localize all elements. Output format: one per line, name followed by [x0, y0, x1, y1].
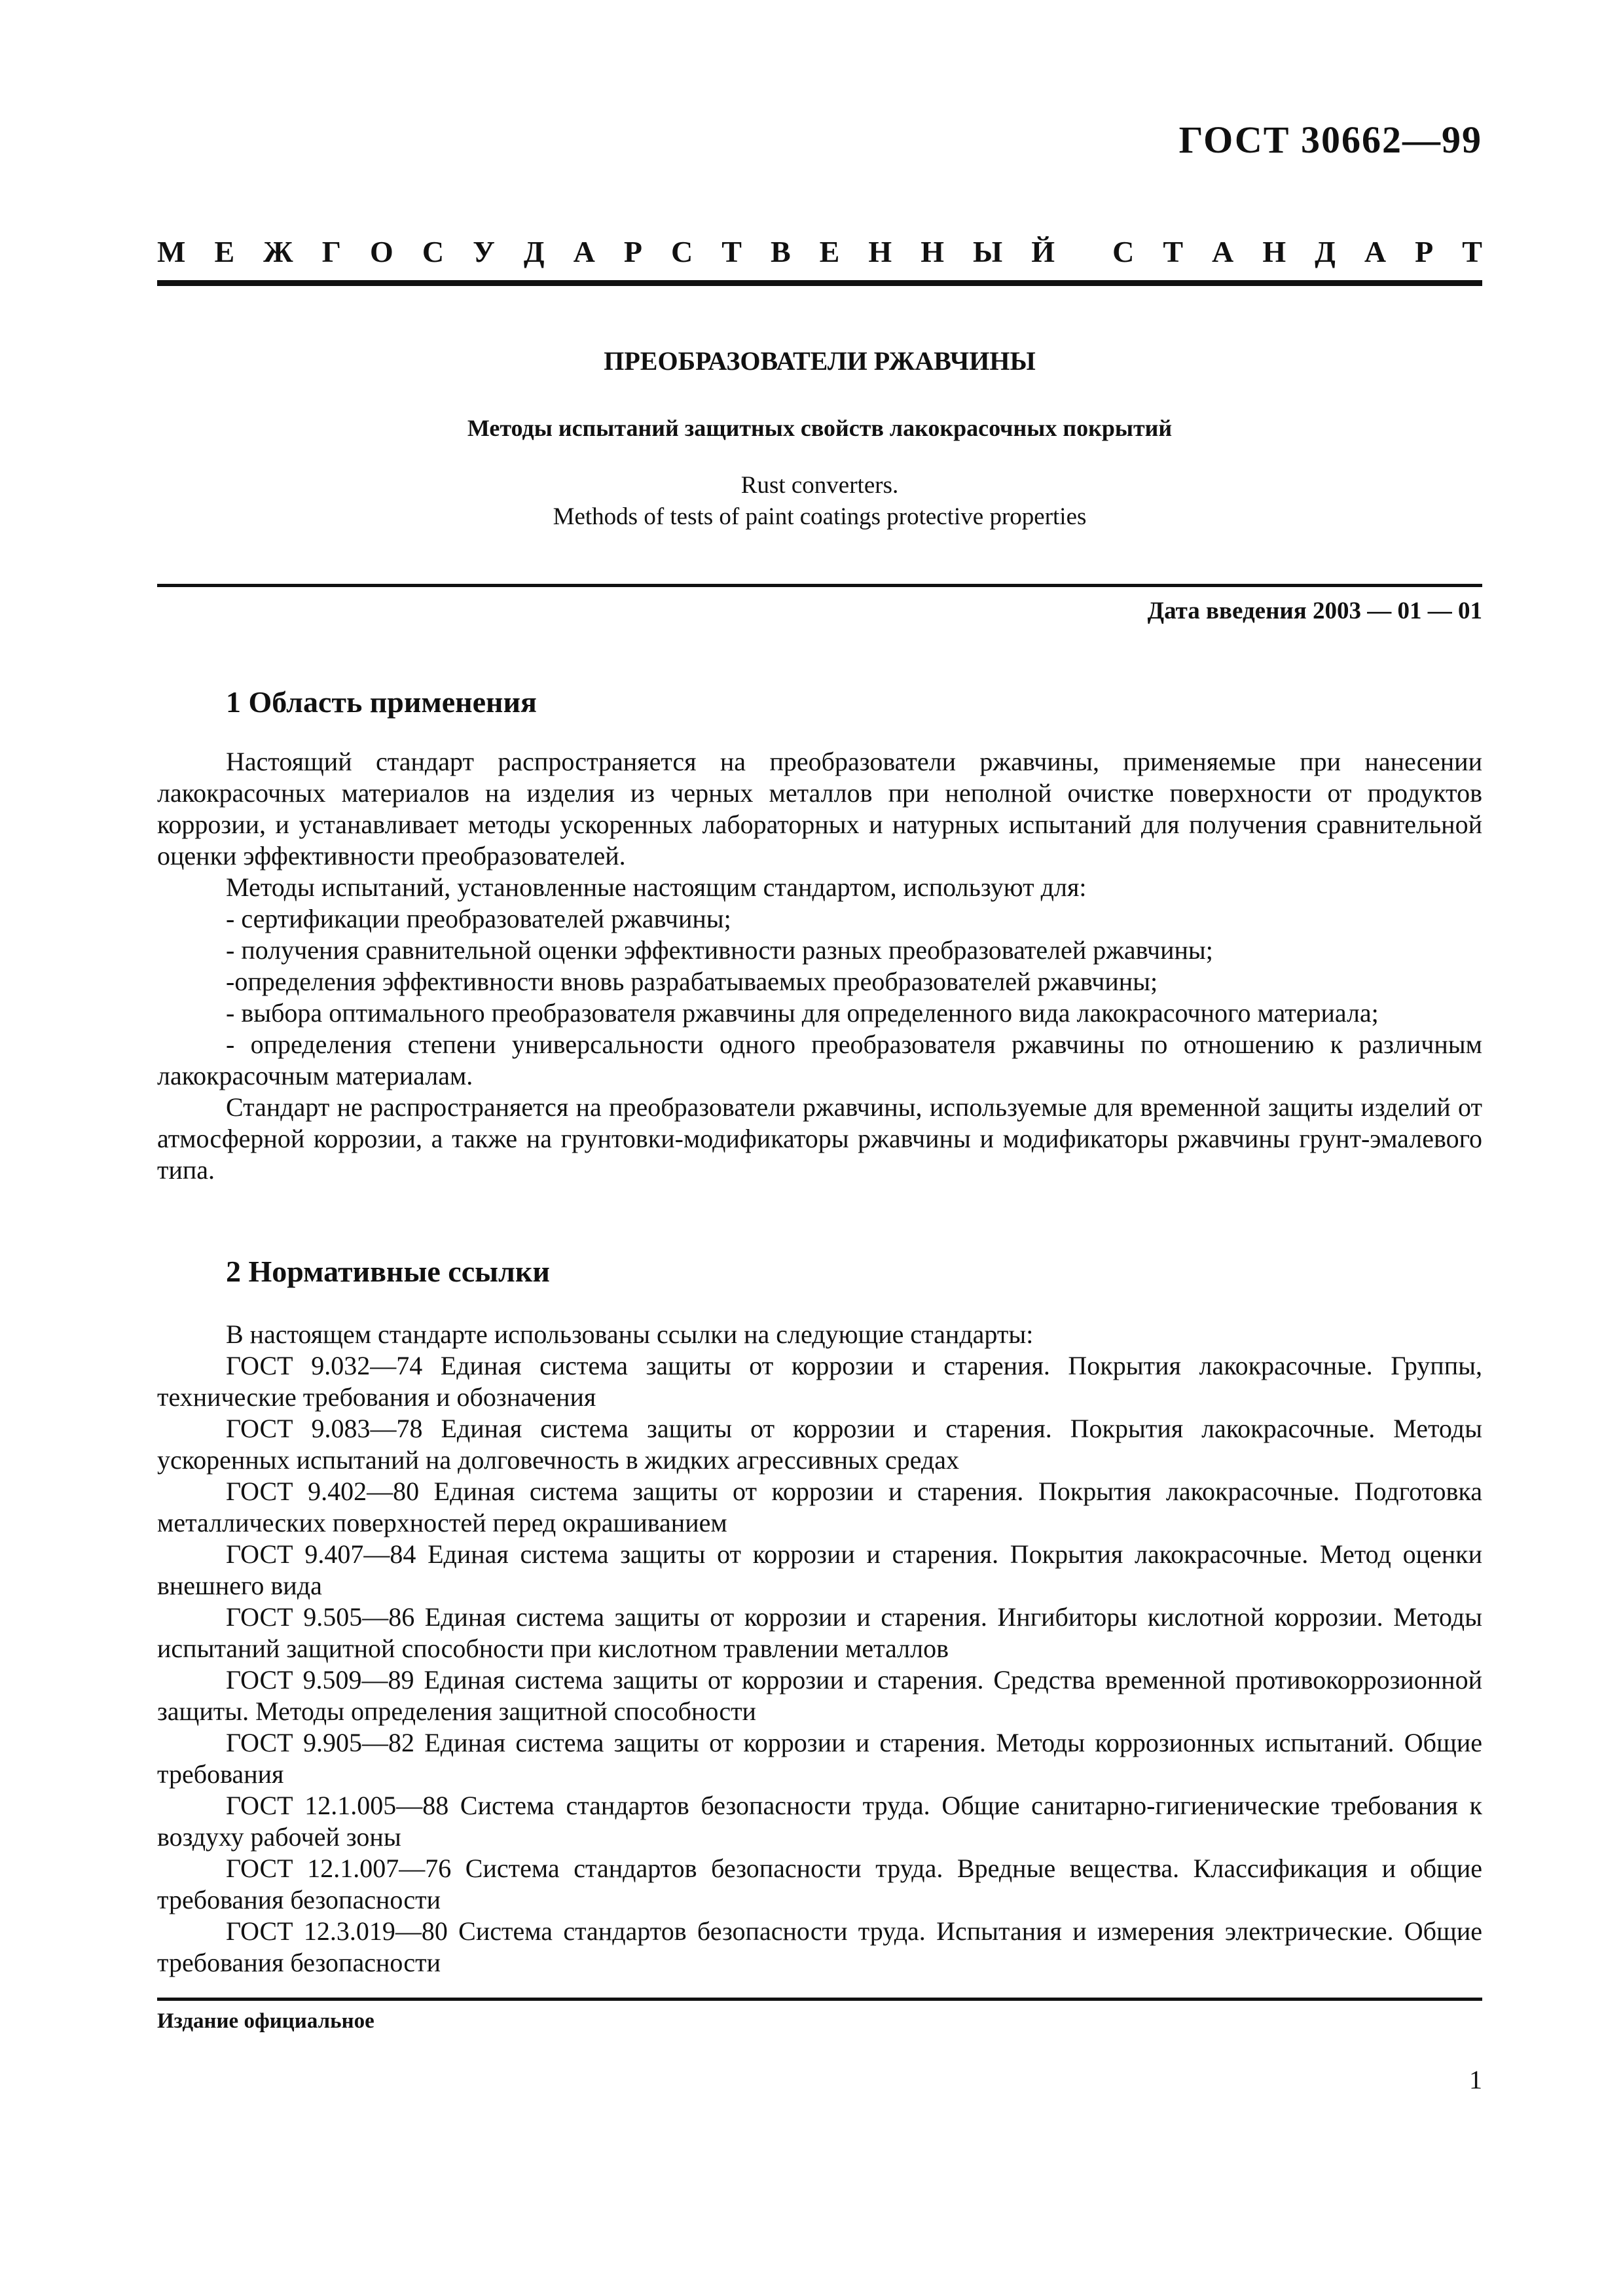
reference-item: ГОСТ 12.1.005—88 Система стандартов безопасности труда. Общие санитарно-гигиенические требования к воздуху рабочей зоны [157, 1791, 1482, 1852]
banner-letter: Р [623, 235, 642, 268]
reference-item: ГОСТ 9.032—74 Единая система защиты от коррозии и старения. Покрытия лакокрасочные. Группы, технические требования и обозначения [157, 1351, 1482, 1412]
banner-letter: Н [1262, 235, 1286, 268]
banner-letter: Д [523, 235, 545, 268]
banner-letter: В [770, 235, 791, 268]
english-title [157, 470, 1482, 533]
list-item: - определения степени универсальности одного преобразователя ржавчины по отношению к различным лакокрасочным материалам. [157, 1030, 1482, 1090]
banner-letter: Н [921, 235, 944, 268]
reference-item: ГОСТ 9.505—86 Единая система защиты от коррозии и старения. Ингибиторы кислотной коррозии. Методы испытаний защитной способности при кислотном травлении металлов [157, 1602, 1482, 1663]
paragraph: В настоящем стандарте использованы ссылки на следующие стандарты: [226, 1319, 1034, 1349]
reference-item: ГОСТ 12.3.019—80 Система стандартов безопасности труда. Испытания и измерения электрические. Общие требования безопасности [157, 1916, 1482, 1977]
banner-letter: А [1364, 235, 1387, 268]
banner-letter: Й [1031, 235, 1055, 268]
official-edition-label: Издание официальное [157, 2009, 374, 2033]
banner-letter: Г [321, 235, 341, 268]
banner-letter: Е [214, 235, 235, 268]
english-title-line: Rust converters. [740, 472, 899, 499]
banner-letter: Е [819, 235, 840, 268]
banner-letter: Д [1315, 235, 1336, 268]
english-title-line: Methods of tests of paint coatings protective properties [553, 503, 1087, 530]
interstate-standard-banner [157, 234, 1482, 269]
title-rule [157, 584, 1482, 587]
banner-letter: С [1112, 235, 1135, 268]
section-heading: 2 Нормативные ссылки [226, 1255, 550, 1288]
banner-letter: Т [1163, 235, 1184, 268]
introduction-date: Дата введения 2003 — 01 — 01 [1147, 598, 1482, 624]
list-item: - выбора оптимального преобразователя ржавчины для определенного вида лакокрасочного материала; [226, 998, 1379, 1028]
reference-item: ГОСТ 9.407—84 Единая система защиты от коррозии и старения. Покрытия лакокрасочные. Метод оценки внешнего вида [157, 1539, 1482, 1600]
banner-letter: М [157, 235, 186, 268]
banner-letter: Т [1462, 235, 1482, 268]
reference-item: ГОСТ 9.509—89 Единая система защиты от коррозии и старения. Средства временной противокоррозионной защиты. Методы определения защитной способности [157, 1665, 1482, 1726]
banner-letter: У [473, 235, 495, 268]
footer-rule [157, 1998, 1482, 2001]
paragraph: Стандарт не распространяется на преобразователи ржавчины, используемые для временной защиты изделий от атмосферной коррозии, а также на грунтовки-модификаторы ржавчины и модификаторы ржавчины грунт-эмалевого типа. [157, 1092, 1482, 1185]
banner-letter: О [370, 235, 393, 268]
reference-item: ГОСТ 9.402—80 Единая система защиты от коррозии и старения. Покрытия лакокрасочные. Подготовка металлических поверхностей перед окрашиванием [157, 1477, 1482, 1537]
banner-letter: С [670, 235, 693, 268]
banner-letter: А [573, 235, 595, 268]
document-title: ПРЕОБРАЗОВАТЕЛИ РЖАВЧИНЫ [604, 346, 1036, 376]
banner-letter: Ы [973, 235, 1003, 268]
reference-item: ГОСТ 9.905—82 Единая система защиты от коррозии и старения. Методы коррозионных испытаний. Общие требования [157, 1728, 1482, 1789]
page-number: 1 [1469, 2065, 1482, 2094]
list-item: - получения сравнительной оценки эффективности разных преобразователей ржавчины; [226, 935, 1213, 965]
gost-number: ГОСТ 30662—99 [1178, 118, 1482, 161]
list-item: -определения эффективности вновь разрабатываемых преобразователей ржавчины; [226, 967, 1158, 996]
banner-letter: Р [1415, 235, 1434, 268]
paragraph: Настоящий стандарт распространяется на преобразователи ржавчины, применяемые при нанесении лакокрасочных материалов на изделия из черных металлов при неполной очистке поверхности от продуктов коррозии, и устанавливает методы ускоренных лабораторных и натурных испытаний для получения сравнительной оценки эффективности преобразователей. [157, 747, 1482, 870]
banner-letter: А [1212, 235, 1234, 268]
banner-letter: С [422, 235, 445, 268]
banner-letter: Ж [263, 235, 293, 268]
section-2-body [157, 1319, 1482, 1979]
reference-item: ГОСТ 12.1.007—76 Система стандартов безопасности труда. Вредные вещества. Классификация и общие требования безопасности [157, 1854, 1482, 1914]
document-subtitle: Методы испытаний защитных свойств лакокрасочных покрытий [467, 415, 1173, 441]
section-1-body [157, 746, 1482, 1186]
reference-item: ГОСТ 9.083—78 Единая система защиты от коррозии и старения. Покрытия лакокрасочные. Методы ускоренных испытаний на долговечность в жидких агрессивных средах [157, 1414, 1482, 1475]
paragraph: Методы испытаний, установленные настоящим стандартом, используют для: [226, 872, 1087, 902]
banner-letter: Т [721, 235, 742, 268]
banner-letter: Н [868, 235, 892, 268]
list-item: - сертификации преобразователей ржавчины; [226, 904, 731, 933]
header-rule [157, 280, 1482, 286]
section-heading: 1 Область применения [226, 685, 537, 719]
